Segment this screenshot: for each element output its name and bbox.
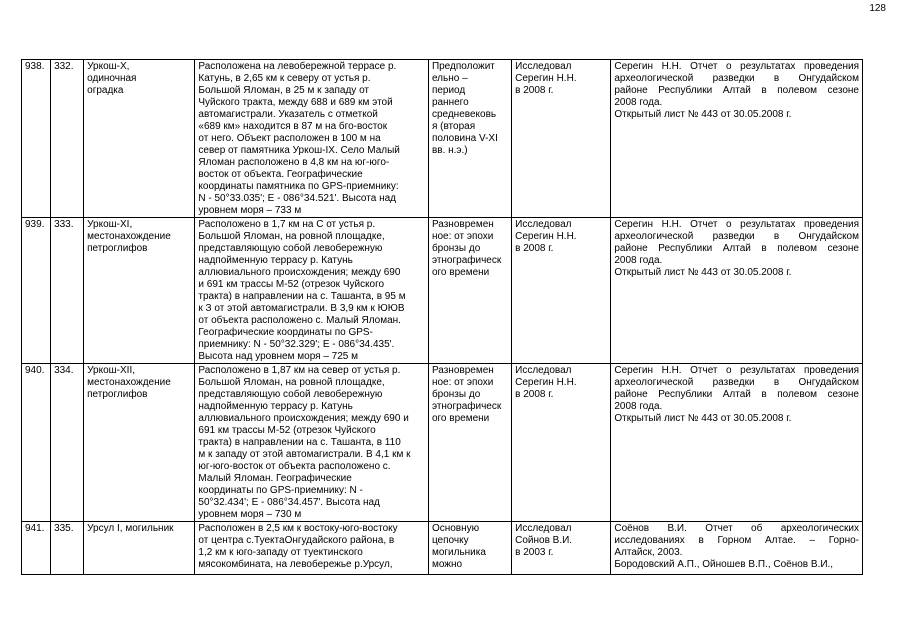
table-row (22, 522, 863, 575)
researcher-line: Исследовал (515, 219, 572, 230)
district-number-cell: 334. (51, 364, 84, 522)
description-line: надпойменную террасу р. Катунь (198, 255, 353, 266)
monument-name-line: местонахождение (87, 377, 171, 388)
source-line: Открытый лист № 443 от 30.05.2008 г. (614, 413, 792, 424)
source-line: археологической разведки в Онгудайском (614, 377, 859, 388)
description-line: Большой Яломан, на ровной площадке, (198, 231, 385, 242)
description-line: Яломан расположено в 4,8 км на юг-юго- (198, 157, 390, 168)
dating-cell (428, 60, 511, 218)
district-number-cell: 332. (51, 60, 84, 218)
dating-line: этнографическ (431, 255, 502, 266)
source-line: Соёнов В.И. Отчет об археологических (614, 523, 859, 534)
monument-name-line: Уркош-XI, (87, 219, 133, 230)
dating-cell (428, 218, 511, 364)
monument-name-line: петроглифов (87, 243, 148, 254)
source-line: археологической разведки в Онгудайском (614, 231, 859, 242)
source-line: Открытый лист № 443 от 30.05.2008 г. (614, 267, 792, 278)
description-line: Малый Яломан. Географические (198, 473, 352, 484)
dating-line: раннего (431, 97, 469, 108)
description-line: Расположена на левобережной террасе р. (198, 61, 397, 72)
description-line: 50°32.434'; E - 086°34.457'. Высота над (198, 497, 380, 508)
description-line: координаты памятника по GPS-приемнику: (198, 181, 399, 192)
dating-line: период (431, 85, 466, 96)
description-line: Большой Яломан, на ровной площадке, (198, 377, 385, 388)
description-line: Большой Яломан, в 25 м к западу от (198, 85, 369, 96)
description-line: юг-юго-восток от объекта расположено с. (198, 461, 391, 472)
description-line: мясокомбината, на левобережье р.Урсул, (198, 559, 393, 570)
description-line: приемнику: N - 50°32.329'; E - 086°34.435'. (198, 339, 395, 350)
researcher-cell (512, 60, 611, 218)
description-line: координаты по GPS-приемнику: N - (198, 485, 363, 496)
description-line: N - 50°33.035'; E - 086°34.521'. Высота над (198, 193, 397, 204)
description-line: Географические координаты по GPS- (198, 327, 373, 338)
dating-cell (428, 522, 511, 575)
district-number-cell: 333. (51, 218, 84, 364)
researcher-cell (512, 522, 611, 575)
source-cell (611, 364, 863, 522)
description-line: Высота над уровнем моря – 725 м (198, 351, 359, 362)
description-line: тракта) в направлении на с. Ташанта, в 110 (198, 437, 401, 448)
researcher-line: в 2008 г. (515, 389, 554, 400)
description-line: 691 км трассы М-52 (отрезок Чуйского (198, 425, 376, 436)
row-number-cell: 941. (22, 522, 51, 575)
monument-name-cell (84, 364, 195, 522)
researcher-line: Серегин Н.Н. (515, 377, 577, 388)
dating-line: ное: от эпохи (431, 377, 494, 388)
source-cell (611, 218, 863, 364)
dating-line: этнографическ (431, 401, 502, 412)
monument-name-line: Урсул I, могильник (87, 523, 174, 534)
dating-line: ельно – (431, 73, 468, 84)
dating-line: бронзы до (431, 243, 481, 254)
description-line: представляющую собой левобережную (198, 243, 383, 254)
description-line: тракта) в направлении на с. Ташанта, в 95 м (198, 291, 406, 302)
location-description-cell (195, 522, 429, 575)
location-description-cell (195, 218, 429, 364)
researcher-line: Серегин Н.Н. (515, 231, 577, 242)
researcher-line: Исследовал (515, 61, 572, 72)
dating-line: Предположит (431, 61, 495, 72)
row-number-cell: 940. (22, 364, 51, 522)
district-number-cell: 335. (51, 522, 84, 575)
researcher-line: Исследовал (515, 523, 572, 534)
source-line: районе Республики Алтай в полевом сезоне (614, 85, 859, 96)
source-line: Серегин Н.Н. Отчет о результатах проведения (614, 61, 859, 72)
table-row (22, 364, 863, 522)
source-line: Серегин Н.Н. Отчет о результатах проведения (614, 365, 859, 376)
location-description-cell (195, 60, 429, 218)
researcher-cell (512, 218, 611, 364)
description-line: аллювиального происхождения; между 690 и (198, 413, 409, 424)
description-line: север от памятника Уркош-IX. Село Малый (198, 145, 400, 156)
description-line: от него. Объект расположен в 100 м на (198, 133, 381, 144)
description-line: уровнем моря – 733 м (198, 205, 302, 216)
description-line: Расположено в 1,87 км на север от устья р. (198, 365, 401, 376)
description-line: «689 км» находится в 87 м на бго-восток (198, 121, 388, 132)
description-line: и 691 км трассы М-52 (отрезок Чуйского (198, 279, 385, 290)
monument-name-line: одиночная (87, 73, 137, 84)
table-row (22, 218, 863, 364)
dating-line: вв. н.э.) (431, 145, 468, 156)
dating-line: могильника (431, 547, 486, 558)
location-description-cell (195, 364, 429, 522)
dating-line: половина V-XI (431, 133, 498, 144)
description-line: от объекта расположено с. Малый Яломан. (198, 315, 401, 326)
dating-line: я (вторая (431, 121, 476, 132)
dating-line: Основную (431, 523, 480, 534)
source-line: 2008 года. (614, 255, 663, 266)
source-line: районе Республики Алтай в полевом сезоне (614, 389, 859, 400)
source-line: районе Республики Алтай в полевом сезоне (614, 243, 859, 254)
researcher-line: в 2008 г. (515, 85, 554, 96)
dating-line: ого времени (431, 267, 490, 278)
description-line: к З от этой автомагистрали. В 3,9 км к ЮЮВ (198, 303, 405, 314)
monument-name-line: Уркош-Х, (87, 61, 130, 72)
page-number: 128 (869, 3, 886, 14)
dating-line: Разновремен (431, 365, 494, 376)
description-line: Расположен в 2,5 км к востоку-юго-востоку (198, 523, 398, 534)
dating-cell (428, 364, 511, 522)
source-line: 2008 года. (614, 401, 663, 412)
dating-line: Разновремен (431, 219, 494, 230)
source-cell (611, 60, 863, 218)
source-line: Открытый лист № 443 от 30.05.2008 г. (614, 109, 792, 120)
researcher-line: Исследовал (515, 365, 572, 376)
researcher-cell (512, 364, 611, 522)
monument-name-cell (84, 522, 195, 575)
dating-line: средневековь (431, 109, 497, 120)
researcher-line: в 2008 г. (515, 243, 554, 254)
researcher-line: Сойнов В.И. (515, 535, 573, 546)
monument-name-cell (84, 218, 195, 364)
dating-line: цепочку (431, 535, 469, 546)
dating-line: ное: от эпохи (431, 231, 494, 242)
description-line: надпойменную террасу р. Катунь (198, 401, 353, 412)
monument-name-cell (84, 60, 195, 218)
source-line: археологической разведки в Онгудайском (614, 73, 859, 84)
dating-line: можно (431, 559, 463, 570)
description-line: восток от объекта. Географические (198, 169, 363, 180)
source-line: Бородовский А.П., Ойношев В.П., Соёнов В.И., (614, 559, 834, 570)
monument-name-line: петроглифов (87, 389, 148, 400)
description-line: автомагистрали. Указатель с отметкой (198, 109, 378, 120)
monument-name-line: Уркош-XII, (87, 365, 136, 376)
source-line: Серегин Н.Н. Отчет о результатах проведения (614, 219, 859, 230)
description-line: уровнем моря – 730 м (198, 509, 302, 520)
dating-line: ого времени (431, 413, 490, 424)
researcher-line: Серегин Н.Н. (515, 73, 577, 84)
description-line: м к западу от этой автомагистрали. В 4,1 км к (198, 449, 411, 460)
researcher-line: в 2003 г. (515, 547, 554, 558)
description-line: представляющую собой левобережную (198, 389, 383, 400)
description-line: Чуйского тракта, между 688 и 689 км этой (198, 97, 393, 108)
description-line: Катунь, в 2,65 км к северу от устья р. (198, 73, 371, 84)
dating-line: бронзы до (431, 389, 481, 400)
description-line: Расположено в 1,7 км на С от устья р. (198, 219, 376, 230)
source-line: 2008 года. (614, 97, 663, 108)
monument-name-line: местонахождение (87, 231, 171, 242)
row-number-cell: 938. (22, 60, 51, 218)
monument-name-line: оградка (87, 85, 124, 96)
row-number-cell: 939. (22, 218, 51, 364)
source-line: Алтайск, 2003. (614, 547, 683, 558)
description-line: 1,2 км к юго-западу от туектинского (198, 547, 363, 558)
table-row (22, 60, 863, 218)
source-cell (611, 522, 863, 575)
description-line: от центра с.ТуектаОнгудайского района, в (198, 535, 395, 546)
monuments-table (21, 59, 863, 575)
description-line: аллювиального происхождения; между 690 (198, 267, 401, 278)
source-line: исследованиях в Горном Алтае. – Горно- (614, 535, 859, 546)
